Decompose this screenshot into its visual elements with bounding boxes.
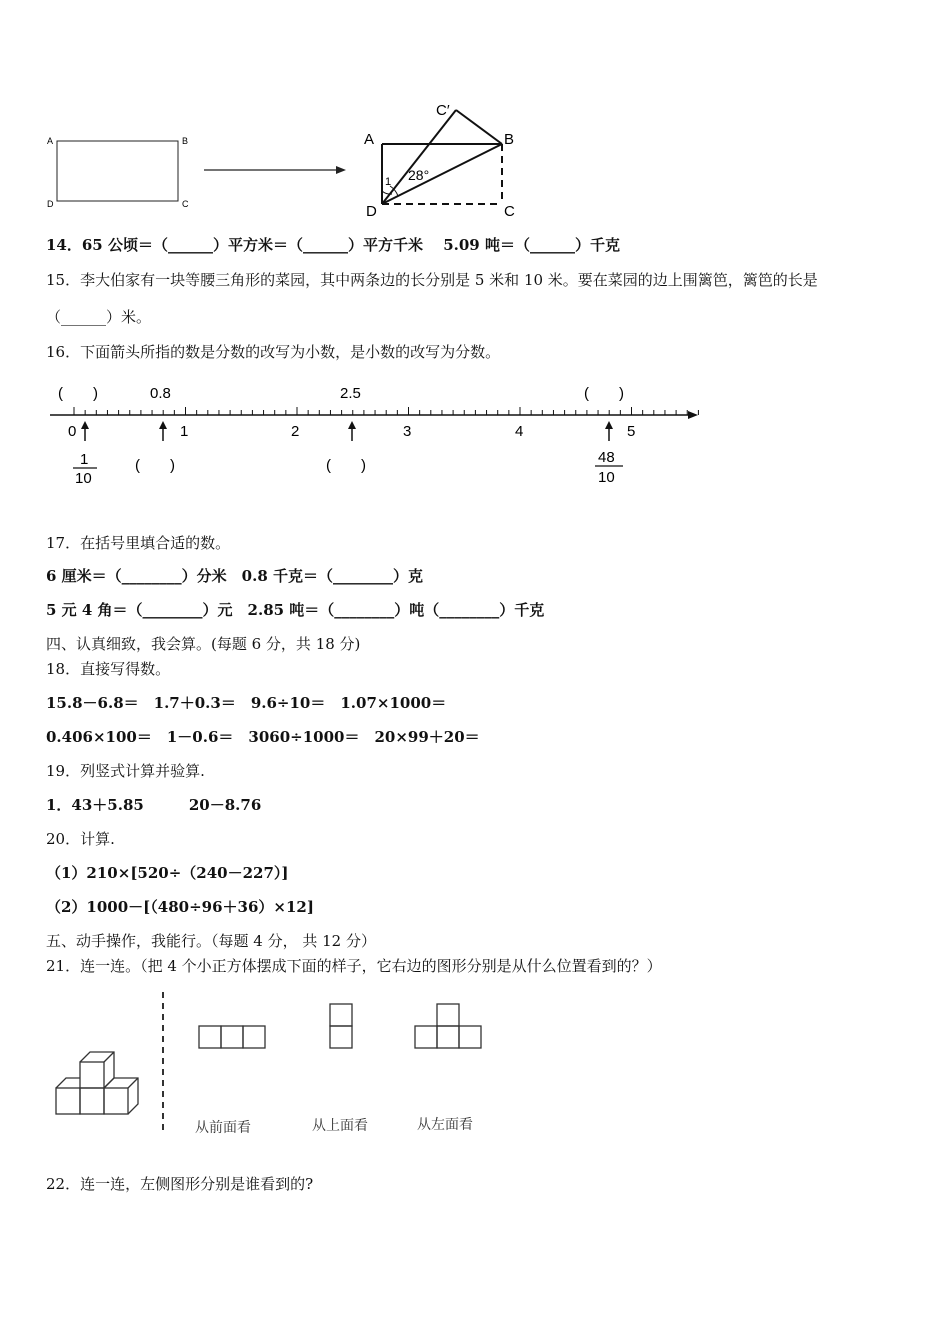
tick-label-5: 5 xyxy=(627,423,636,440)
bottom-blank-1: ( ) xyxy=(135,457,175,474)
up-arrow-icon xyxy=(605,421,613,441)
fraction-2-numerator: 48 xyxy=(598,449,615,466)
fraction-2-denominator: 10 xyxy=(598,469,615,486)
label-b: B xyxy=(182,136,189,146)
fold-label-b: B xyxy=(504,131,515,148)
top-label-0-8: 0.8 xyxy=(150,385,171,402)
view-caption-top: 从上面看 xyxy=(312,1118,368,1134)
angle-1-label: 1 xyxy=(385,176,392,188)
angle-28-label: 28° xyxy=(408,167,430,183)
label-d: D xyxy=(47,199,54,209)
tick-label-3: 3 xyxy=(403,423,412,440)
fold-label-c-prime: C′ xyxy=(436,102,450,119)
view-shape-column-of-two xyxy=(326,1000,356,1052)
tick-label-0: 0 xyxy=(68,423,77,440)
section-5-heading: 五、动手操作，我能行。（每题 4 分， 共 12 分） xyxy=(46,932,376,950)
question-19: 19．列竖式计算并验算. xyxy=(46,762,205,780)
question-17-line1: 6 厘米＝（________）分米 0.8 千克＝（________）克 xyxy=(46,567,423,585)
label-c: C xyxy=(182,199,189,209)
number-line xyxy=(40,378,710,493)
up-arrow-icon xyxy=(348,421,356,441)
label-a: A xyxy=(47,136,54,146)
question-21: 21．连一连。（把 4 个小正方体摆成下面的样子，它右边的图形分别是从什么位置看到的？） xyxy=(46,957,662,975)
question-18: 18．直接写得数。 xyxy=(46,660,171,678)
question-14: 14．65 公顷＝（______）平方米＝（______）平方千米 5.09 吨＝（______）千克 xyxy=(46,236,620,254)
top-blank-left: ( ) xyxy=(58,385,98,402)
fraction-1-denominator: 10 xyxy=(75,470,92,487)
question-18-line1: 15.8－6.8＝ 1.7＋0.3＝ 9.6÷10＝ 1.07×1000＝ xyxy=(46,694,447,712)
question-17: 17．在括号里填合适的数。 xyxy=(46,534,231,552)
top-label-2-5: 2.5 xyxy=(340,385,361,402)
rectangle-figure xyxy=(44,130,194,212)
question-18-line2: 0.406×100＝ 1－0.6＝ 3060÷1000＝ 20×99＋20＝ xyxy=(46,728,480,746)
view-shape-row-of-three xyxy=(196,1022,268,1052)
question-16: 16．下面箭头所指的数是分数的改写为小数，是小数的改写为分数。 xyxy=(46,343,501,361)
dashed-divider xyxy=(158,990,168,1135)
question-15-line2: （______）米。 xyxy=(46,308,152,326)
rectangle-abcd xyxy=(57,141,178,201)
number-line-ticks xyxy=(74,407,698,415)
question-20-line2: （2）1000－[（480÷96＋36）×12] xyxy=(46,898,314,916)
tick-label-4: 4 xyxy=(515,423,524,440)
question-17-line2: 5 元 4 角＝（________）元 2.85 吨＝（________）吨（________）千克 xyxy=(46,601,545,619)
view-shape-t-shape xyxy=(412,1000,486,1052)
question-19-line: 1．43＋5.85 20－8.76 xyxy=(46,796,262,814)
fold-label-a: A xyxy=(364,131,375,148)
view-caption-front: 从前面看 xyxy=(195,1120,251,1136)
question-15-line1: 15．李大伯家有一块等腰三角形的菜园，其中两条边的长分别是 5 米和 10 米。要在菜园的边上围篱笆，篱笆的长是 xyxy=(46,271,818,289)
fold-label-d: D xyxy=(366,203,377,220)
view-caption-left: 从左面看 xyxy=(417,1117,473,1133)
question-22: 22．连一连，左侧图形分别是谁看到的? xyxy=(46,1175,314,1193)
top-blank-right: ( ) xyxy=(584,385,624,402)
tick-label-1: 1 xyxy=(180,423,189,440)
folded-rectangle-figure xyxy=(360,98,530,220)
cube-stack-figure xyxy=(50,1045,150,1120)
fraction-1-numerator: 1 xyxy=(80,451,89,468)
number-line-axis xyxy=(50,411,698,419)
up-arrow-icon xyxy=(81,421,89,441)
tick-label-2: 2 xyxy=(291,423,300,440)
arrow-right-icon xyxy=(200,160,350,180)
bottom-blank-2: ( ) xyxy=(326,457,366,474)
question-20: 20．计算. xyxy=(46,830,115,848)
section-4-heading: 四、认真细致，我会算。(每题 6 分，共 18 分) xyxy=(46,635,361,653)
up-arrow-icon xyxy=(159,421,167,441)
question-20-line1: （1）210×[520÷（240－227）] xyxy=(46,864,289,882)
fold-label-c: C xyxy=(504,203,515,220)
